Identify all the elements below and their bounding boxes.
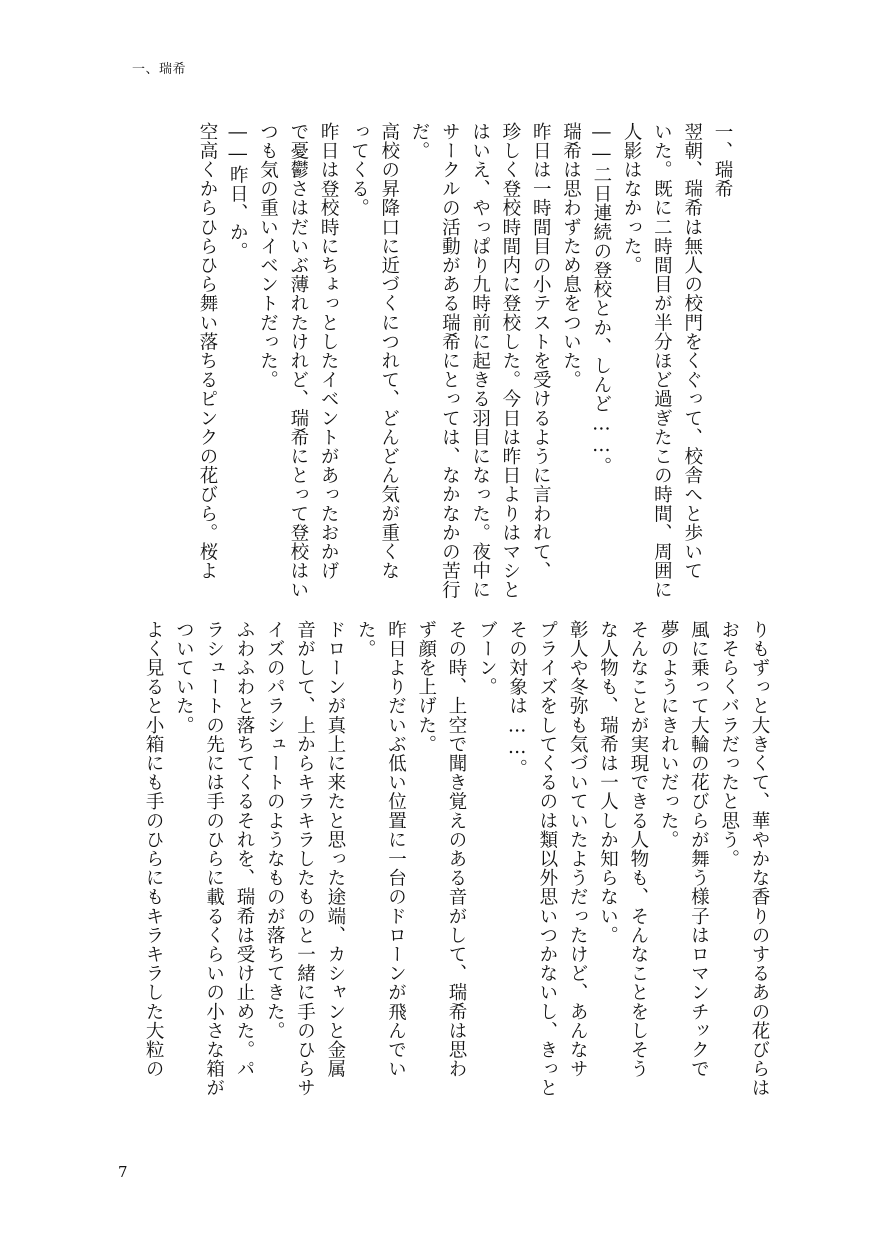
upper-text-block — [112, 122, 774, 600]
text-line: 珍しく登校時間内に登校した。今日は昨日よりはマシと — [499, 122, 521, 600]
lower-text-block — [112, 620, 774, 1130]
text-line: 翌朝、瑞希は無人の校門をくぐって、校舎へと歩いて — [681, 122, 703, 581]
text-line: 高校の昇降口に近づくにつれて、どんどん気が重くな — [378, 122, 400, 581]
text-line: おそらくバラだったと思う。 — [718, 620, 740, 869]
text-line: な人物も、瑞希は一人しか知らない。 — [597, 620, 619, 945]
text-line: 夢のようにきれいだった。 — [658, 620, 680, 850]
text-line: その対象は……。 — [506, 620, 528, 778]
text-line: 人影はなかった。 — [621, 122, 643, 275]
text-line: ってくる。 — [348, 122, 370, 218]
text-line: ふわふわと落ちてくるそれを、瑞希は受け止めた。パ — [233, 620, 255, 1079]
text-line: た。 — [355, 620, 377, 659]
chapter-heading: 一、瑞希 — [712, 122, 733, 199]
text-line: つも気の重いイベントだった。 — [257, 122, 279, 390]
text-line: 風に乗って大輪の花びらが舞う様子はロマンチックで — [688, 620, 710, 1079]
text-line: 空高くからひらひら舞い落ちるピンクの花びら。桜よ — [196, 122, 218, 581]
text-line: ラシュートの先には手のひらに載るくらいの小さな箱が — [203, 620, 225, 1098]
text-line: ――昨日、か。 — [227, 122, 249, 261]
text-line: はいえ、やっぱり九時前に起きる羽目になった。夜中に — [469, 122, 491, 600]
text-line: ず顔を上げた。 — [415, 620, 437, 754]
text-line: 昨日は一時間目の小テストを受けるように言われて、 — [530, 122, 552, 581]
text-line: ブーン。 — [476, 620, 498, 697]
text-line: いた。既に二時間目が半分ほど過ぎたこの時間、周囲に — [651, 122, 673, 600]
text-line: ドローンが真上に来たと思った途端、カシャンと金属 — [324, 620, 346, 1079]
text-line: 音がして、上からキラキラしたものと一緒に手のひらサ — [294, 620, 316, 1098]
text-line: ――二日連続の登校とか、しんど……。 — [590, 122, 612, 476]
text-line: プライズをしてくるのは類以外思いつかないし、きっと — [536, 620, 558, 1098]
text-line: その時、上空で聞き覚えのある音がして、瑞希は思わ — [446, 620, 468, 1079]
text-line: りもずっと大きくて、華やかな香りのするあの花びらは — [749, 620, 770, 1098]
text-line: そんなことが実現できる人物も、そんなことをしそう — [627, 620, 649, 1079]
text-line: だ。 — [409, 122, 431, 161]
text-line: 昨日よりだいぶ低い位置に一台のドローンが飛んでい — [385, 620, 407, 1079]
text-line: ついていた。 — [173, 620, 195, 735]
running-header: 一、瑞希 — [132, 62, 187, 77]
text-line: イズのパラシュートのようなものが落ちてきた。 — [264, 620, 286, 1041]
text-line: 昨日は登校時にちょっとしたイベントがあったおかげ — [318, 122, 340, 581]
text-line: 瑞希は思わずため息をついた。 — [560, 122, 582, 390]
text-line: よく見ると小箱にも手のひらにもキラキラした大粒の — [143, 620, 165, 1079]
text-line: サークルの活動がある瑞希にとっては、なかなかの苦行 — [439, 122, 461, 600]
page-number: 7 — [118, 1163, 128, 1181]
text-line: で憂鬱さはだいぶ薄れたけれど、瑞希にとって登校はい — [287, 122, 309, 600]
text-line: 彰人や冬弥も気づいていたようだったけど、あんなサ — [567, 620, 589, 1079]
